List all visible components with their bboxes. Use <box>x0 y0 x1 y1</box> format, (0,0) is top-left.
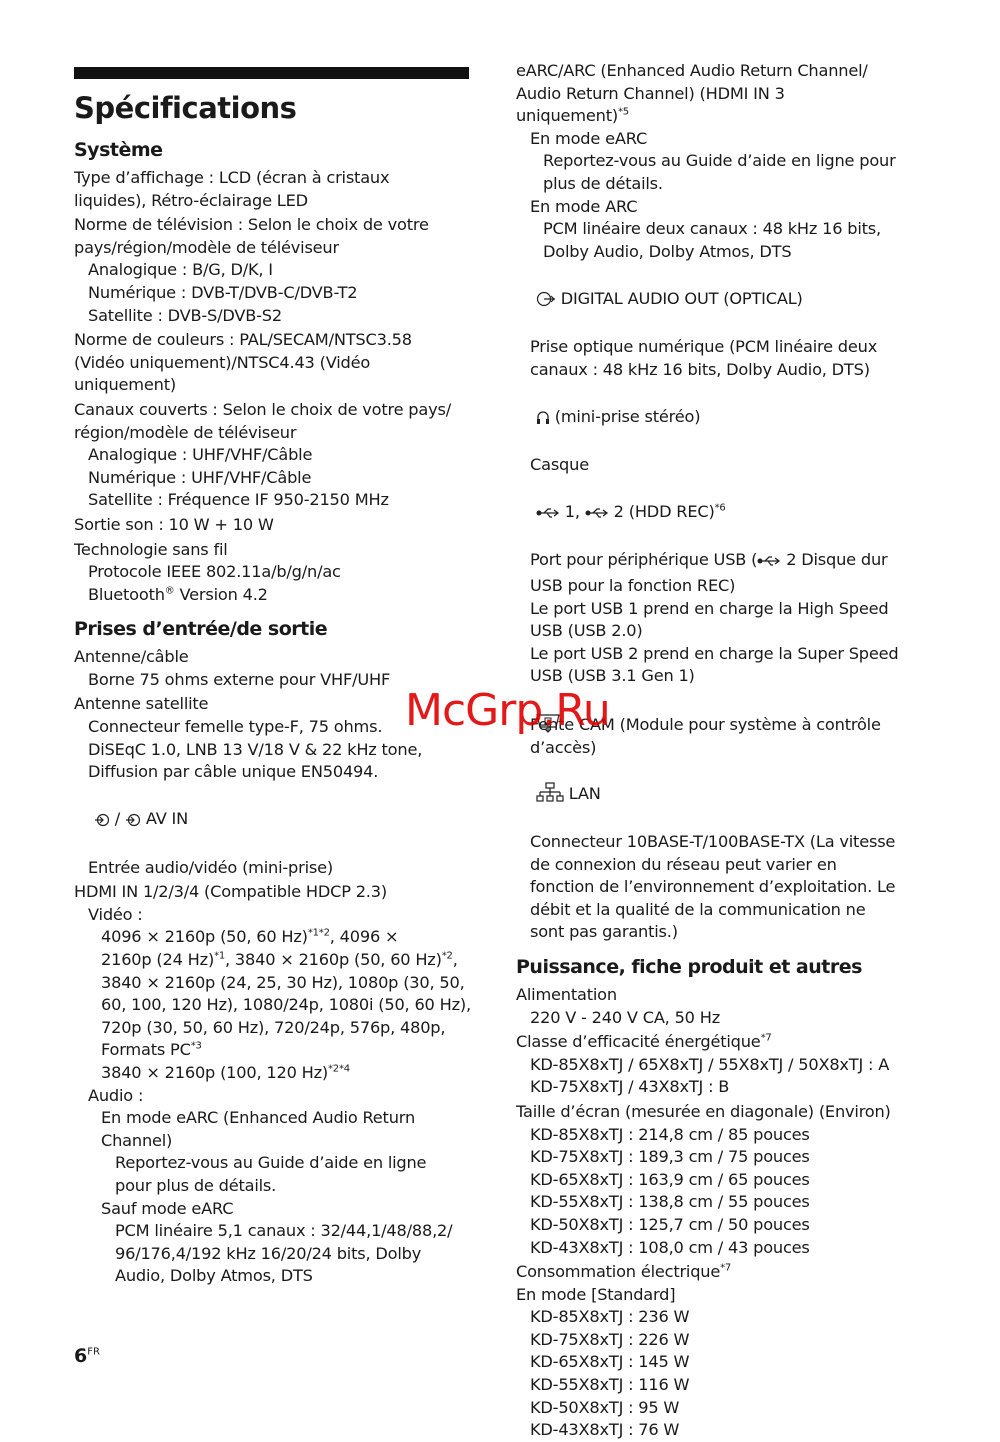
spec-line: Norme de couleurs : PAL/SECAM/NTSC3.58 <box>74 330 412 350</box>
spec-line: Entrée audio/vidéo (mini-prise) <box>88 857 333 877</box>
spec-line: Vidéo : <box>88 904 143 924</box>
spec-line: KD-85X8xTJ / 65X8xTJ / 55X8xTJ / 50X8xTJ : A <box>530 1054 890 1074</box>
spec-line: USB pour la fonction REC) <box>530 576 736 596</box>
spec-line: région/modèle de téléviseur <box>74 422 297 442</box>
spec-line: KD-85X8xTJ : 236 W <box>530 1307 690 1327</box>
spec-line: Connecteur 10BASE-T/100BASE-TX (La vitesse <box>530 832 896 851</box>
spec-line: 720p (30, 50, 60 Hz), 720/24p, 576p, 480p, <box>101 1017 446 1037</box>
spec-line: PCM linéaire 5,1 canaux : 32/44,1/48/88,2/ <box>115 1221 453 1241</box>
spec-line: Satellite : Fréquence IF 950-2150 MHz <box>88 490 389 510</box>
spec-line: Satellite : DVB-S/DVB-S2 <box>88 305 282 325</box>
spec-line: En mode ARC <box>530 196 638 216</box>
usb-icon <box>536 504 560 527</box>
right-column <box>516 60 916 1442</box>
spec-line: 96/176,4/192 kHz 16/20/24 bits, Dolby <box>115 1243 422 1263</box>
spec-line: Borne 75 ohms externe pour VHF/UHF <box>88 669 391 689</box>
spec-line: Prise optique numérique (PCM linéaire deux <box>530 337 878 357</box>
page-title: Spécifications <box>74 91 297 125</box>
spec-line: HDMI IN 1/2/3/4 (Compatible HDCP 2.3) <box>74 882 387 902</box>
spec-line: KD-55X8xTJ : 138,8 cm / 55 pouces <box>530 1192 810 1212</box>
spec-line: pays/région/modèle de téléviseur <box>74 237 339 257</box>
spec-line: Sortie son : 10 W + 10 W <box>74 514 274 534</box>
spec-line: DiSEqC 1.0, LNB 13 V/18 V & 22 kHz tone, <box>88 739 423 759</box>
spec-line: Analogique : UHF/VHF/Câble <box>88 445 313 465</box>
spec-line: KD-85X8xTJ : 214,8 cm / 85 pouces <box>530 1124 810 1144</box>
spec-line: Le port USB 2 prend en charge la Super Speed <box>530 643 899 663</box>
usb-icon <box>757 552 781 575</box>
spec-line: eARC/ARC (Enhanced Audio Return Channel/ <box>516 61 868 80</box>
watermark: McGrp.Ru <box>405 685 610 736</box>
spec-line: Consommation électrique$^{*7}$ <box>516 1262 732 1282</box>
spec-line: Reportez-vous au Guide d’aide en ligne <box>115 1153 427 1173</box>
spec-line: Taille d’écran (mesurée en diagonale) (Environ) <box>516 1101 891 1121</box>
spec-line: Canaux couverts : Selon le choix de votre pays/ <box>74 399 451 419</box>
spec-line: Diffusion par câble unique EN50494. <box>88 762 379 782</box>
spec-line: Audio : <box>88 1085 144 1105</box>
spec-line: En mode eARC <box>530 128 648 148</box>
spec-line: uniquement) <box>74 375 176 395</box>
spec-line: canaux : 48 kHz 16 bits, Dolby Audio, DTS) <box>530 359 870 379</box>
spec-line: Antenne satellite <box>74 694 209 714</box>
spec-line: débit et la qualité de la communication ne <box>530 899 866 919</box>
spec-line-headphones: (mini-prise stéréo) <box>516 383 916 454</box>
spec-line: Casque <box>530 455 589 475</box>
spec-line: Alimentation <box>516 984 617 1004</box>
spec-line: pour plus de détails. <box>115 1175 277 1195</box>
spec-line: KD-75X8xTJ : 189,3 cm / 75 pouces <box>530 1147 810 1167</box>
spec-line: USB (USB 3.1 Gen 1) <box>530 666 695 686</box>
spec-line: Dolby Audio, Dolby Atmos, DTS <box>543 241 792 261</box>
spec-line: Sauf mode eARC <box>101 1198 234 1218</box>
spec-line: Analogique : B/G, D/K, I <box>88 260 273 280</box>
usb-icon <box>585 504 609 527</box>
spec-line: Antenne/câble <box>74 647 189 667</box>
spec-line-usb: 1, 2 (HDD REC)$^{*6}$ <box>516 479 916 550</box>
spec-line: Port pour périphérique USB ( 2 Disque dur <box>516 549 916 575</box>
spec-line: 3840 × 2160p (24, 25, 30 Hz), 1080p (30, 50, <box>101 972 465 992</box>
spec-line: 3840 × 2160p (100, 120 Hz)$^{*2*4}$ <box>101 1062 350 1082</box>
spec-line: Channel) <box>101 1130 173 1150</box>
spec-line: KD-65X8xTJ : 145 W <box>530 1352 690 1372</box>
spec-line: Type d’affichage : LCD (écran à cristaux <box>74 168 390 187</box>
spec-line: de connexion du réseau peut varier en <box>530 854 837 874</box>
section-heading-prises: Prises d’entrée/de sortie <box>74 618 328 641</box>
spec-line: En mode [Standard] <box>516 1284 676 1304</box>
spec-line: Classe d’efficacité énergétique$^{*7}$ <box>516 1032 772 1052</box>
spec-line: d’accès) <box>530 737 597 757</box>
spec-line: Protocole IEEE 802.11a/b/g/n/ac <box>88 562 341 582</box>
lan-icon <box>536 782 564 809</box>
spec-line: KD-75X8xTJ : 226 W <box>530 1329 690 1349</box>
spec-line: Audio, Dolby Atmos, DTS <box>115 1266 313 1286</box>
spec-line: plus de détails. <box>543 173 663 193</box>
spec-line: USB (USB 2.0) <box>530 621 643 641</box>
section-heading-systeme: Système <box>74 139 163 161</box>
optical-output-icon <box>536 291 556 314</box>
spec-line: KD-50X8xTJ : 95 W <box>530 1397 680 1417</box>
spec-line: KD-55X8xTJ : 116 W <box>530 1375 690 1395</box>
spec-line: KD-65X8xTJ : 163,9 cm / 65 pouces <box>530 1169 810 1189</box>
headphones-icon <box>536 409 550 432</box>
page-number: $6^{FR}$ <box>74 1345 100 1367</box>
spec-line: Bluetooth® Version 4.2 <box>88 584 268 604</box>
spec-line: Numérique : UHF/VHF/Câble <box>88 467 312 487</box>
spec-line: Norme de télévision : Selon le choix de votre <box>74 215 429 235</box>
spec-line: 2160p (24 Hz)$^{*1}$, 3840 × 2160p (50, 60 Hz)$^{*2}$, <box>101 950 458 969</box>
spec-line: Connecteur femelle type-F, 75 ohms. <box>88 717 383 737</box>
spec-line: 60, 100, 120 Hz), 1080/24p, 1080i (50, 60 Hz), <box>101 995 471 1015</box>
spec-line: Le port USB 1 prend en charge la High Speed <box>530 598 889 618</box>
spec-line: En mode eARC (Enhanced Audio Return <box>101 1108 415 1128</box>
spec-line: 4096 × 2160p (50, 60 Hz)$^{*1*2}$, 4096 × <box>101 927 399 947</box>
spec-line: Reportez-vous au Guide d’aide en ligne pour <box>543 151 896 171</box>
spec-line: Fente CAM (Module pour système à contrôle <box>530 715 881 735</box>
spec-line: sont pas garantis.) <box>530 922 678 942</box>
left-column <box>74 60 474 1288</box>
spec-line: liquides), Rétro-éclairage LED <box>74 190 308 210</box>
spec-line: Technologie sans fil <box>74 539 228 559</box>
spec-line: Numérique : DVB-T/DVB-C/DVB-T2 <box>88 282 358 302</box>
section-heading-puissance: Puissance, fiche produit et autres <box>516 955 862 978</box>
spec-line: Formats PC$^{*3}$ <box>101 1040 202 1060</box>
spec-line-av-in: / AV IN <box>74 786 474 857</box>
spec-line: KD-43X8xTJ : 76 W <box>530 1420 680 1440</box>
spec-line: (Vidéo uniquement)/NTSC4.43 (Vidéo <box>74 352 371 372</box>
spec-line: fonction de l’environnement d’exploitation. Le <box>530 877 896 897</box>
spec-line-lan: LAN <box>516 759 916 831</box>
spec-line: KD-75X8xTJ / 43X8xTJ : B <box>530 1077 730 1097</box>
spec-line: KD-50X8xTJ : 125,7 cm / 50 pouces <box>530 1214 810 1234</box>
input-icon <box>94 811 110 834</box>
title-rule <box>74 67 469 79</box>
spec-line: Audio Return Channel) (HDMI IN 3 <box>516 83 785 103</box>
spec-line: uniquement)$^{*5}$ <box>516 106 629 126</box>
input-circle-icon <box>125 811 141 834</box>
spec-line: 220 V - 240 V CA, 50 Hz <box>530 1007 720 1027</box>
spec-line-optical: DIGITAL AUDIO OUT (OPTICAL) <box>516 265 916 336</box>
spec-line: KD-43X8xTJ : 108,0 cm / 43 pouces <box>530 1237 810 1257</box>
spec-line: PCM linéaire deux canaux : 48 kHz 16 bits, <box>543 219 881 239</box>
